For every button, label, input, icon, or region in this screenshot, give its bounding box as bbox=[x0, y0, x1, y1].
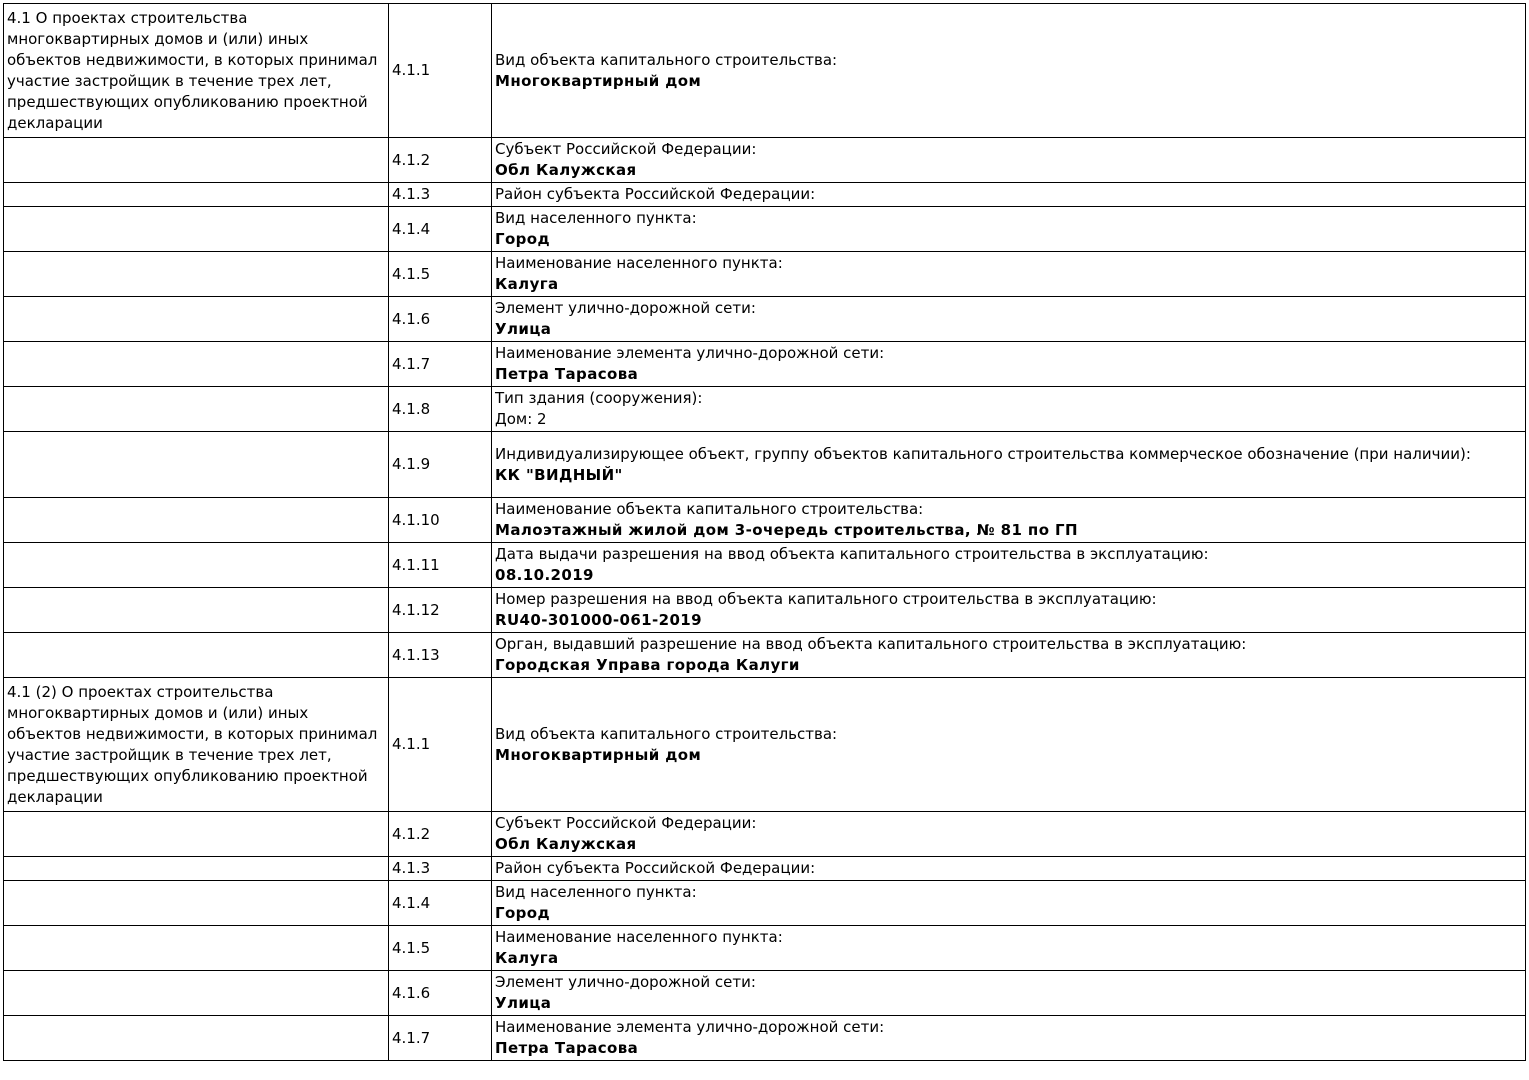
table-row bbox=[4, 297, 1526, 342]
row-number: 4.1.13 bbox=[389, 633, 492, 678]
field-cell bbox=[492, 342, 1526, 387]
row-number: 4.1.6 bbox=[389, 297, 492, 342]
field-cell bbox=[492, 543, 1526, 588]
field-value: Калуга bbox=[495, 275, 559, 293]
row-number: 4.1.5 bbox=[389, 926, 492, 971]
field-value: Дом: 2 bbox=[495, 410, 547, 428]
empty-left-cell bbox=[4, 1016, 389, 1061]
table-row bbox=[4, 812, 1526, 857]
table-row bbox=[4, 588, 1526, 633]
field-cell bbox=[492, 138, 1526, 183]
empty-left-cell bbox=[4, 971, 389, 1016]
declaration-table-body bbox=[4, 4, 1526, 1061]
empty-left-cell bbox=[4, 252, 389, 297]
field-value: Город bbox=[495, 230, 551, 248]
table-row bbox=[4, 432, 1526, 498]
empty-left-cell bbox=[4, 588, 389, 633]
empty-left-cell bbox=[4, 881, 389, 926]
field-label: Район субъекта Российской Федерации: bbox=[495, 185, 816, 203]
field-value: Многоквартирный дом bbox=[495, 71, 702, 90]
field-label: Субъект Российской Федерации: bbox=[495, 814, 757, 832]
row-number: 4.1.5 bbox=[389, 252, 492, 297]
empty-left-cell bbox=[4, 633, 389, 678]
empty-left-cell bbox=[4, 857, 389, 881]
field-label: Район субъекта Российской Федерации: bbox=[495, 859, 816, 877]
field-cell bbox=[492, 971, 1526, 1016]
field-label: Вид объекта капитального строительства: bbox=[495, 50, 838, 69]
field-value: Петра Тарасова bbox=[495, 365, 639, 383]
field-value: Обл Калужская bbox=[495, 161, 637, 179]
row-number: 4.1.6 bbox=[389, 971, 492, 1016]
row-number: 4.1.4 bbox=[389, 881, 492, 926]
field-cell bbox=[492, 297, 1526, 342]
table-row bbox=[4, 543, 1526, 588]
field-cell bbox=[492, 432, 1526, 498]
field-cell bbox=[492, 588, 1526, 633]
field-label: Вид населенного пункта: bbox=[495, 883, 697, 901]
row-number: 4.1.7 bbox=[389, 342, 492, 387]
table-row bbox=[4, 207, 1526, 252]
field-label: Вид объекта капитального строительства: bbox=[495, 724, 838, 743]
table-row bbox=[4, 857, 1526, 881]
field-label: Наименование элемента улично-дорожной сети: bbox=[495, 344, 885, 362]
table-row bbox=[4, 138, 1526, 183]
empty-left-cell bbox=[4, 183, 389, 207]
row-number: 4.1.2 bbox=[389, 812, 492, 857]
table-row bbox=[4, 498, 1526, 543]
declaration-table bbox=[3, 3, 1526, 1061]
section-description: 4.1 (2) О проектах строительства многоквартирных домов и (или) иных объектов недвижимости, в которых принимал участие застройщик в течение трех лет, предшествующих опубликованию проектной декларации bbox=[7, 682, 378, 806]
field-label: Элемент улично-дорожной сети: bbox=[495, 973, 756, 991]
table-row bbox=[4, 4, 1526, 138]
field-cell bbox=[492, 678, 1526, 812]
empty-left-cell bbox=[4, 297, 389, 342]
table-row bbox=[4, 1016, 1526, 1061]
field-cell bbox=[492, 207, 1526, 252]
empty-left-cell bbox=[4, 926, 389, 971]
field-value: 08.10.2019 bbox=[495, 566, 594, 584]
field-label: Элемент улично-дорожной сети: bbox=[495, 299, 756, 317]
field-cell bbox=[492, 498, 1526, 543]
table-row bbox=[4, 252, 1526, 297]
field-cell bbox=[492, 857, 1526, 881]
row-number: 4.1.2 bbox=[389, 138, 492, 183]
field-value: Петра Тарасова bbox=[495, 1039, 639, 1057]
field-cell bbox=[492, 183, 1526, 207]
row-number: 4.1.1 bbox=[389, 678, 492, 812]
field-value: Малоэтажный жилой дом 3-очередь строительства, № 81 по ГП bbox=[495, 521, 1078, 539]
row-number: 4.1.8 bbox=[389, 387, 492, 432]
table-row bbox=[4, 342, 1526, 387]
section-description-cell bbox=[4, 4, 389, 138]
field-label: Индивидуализирующее объект, группу объектов капитального строительства коммерческое обозначение (при наличии): bbox=[495, 444, 1471, 463]
table-row bbox=[4, 678, 1526, 812]
field-cell bbox=[492, 4, 1526, 138]
field-value: Город bbox=[495, 904, 551, 922]
document-page bbox=[3, 3, 1526, 1061]
empty-left-cell bbox=[4, 387, 389, 432]
field-cell bbox=[492, 252, 1526, 297]
field-label: Наименование элемента улично-дорожной сети: bbox=[495, 1018, 885, 1036]
section-description-cell bbox=[4, 678, 389, 812]
table-row bbox=[4, 387, 1526, 432]
empty-left-cell bbox=[4, 207, 389, 252]
field-value: Улица bbox=[495, 320, 552, 338]
field-label: Орган, выдавший разрешение на ввод объекта капитального строительства в эксплуатацию: bbox=[495, 635, 1247, 653]
row-number: 4.1.1 bbox=[389, 4, 492, 138]
field-value: Улица bbox=[495, 994, 552, 1012]
field-label: Номер разрешения на ввод объекта капитального строительства в эксплуатацию: bbox=[495, 590, 1157, 608]
field-cell bbox=[492, 881, 1526, 926]
empty-left-cell bbox=[4, 342, 389, 387]
section-description: 4.1 О проектах строительства многоквартирных домов и (или) иных объектов недвижимости, в которых принимал участие застройщик в течение трех лет, предшествующих опубликованию проектной декларации bbox=[7, 8, 378, 132]
empty-left-cell bbox=[4, 138, 389, 183]
row-number: 4.1.10 bbox=[389, 498, 492, 543]
field-cell bbox=[492, 387, 1526, 432]
empty-left-cell bbox=[4, 543, 389, 588]
field-value: Городская Управа города Калуги bbox=[495, 656, 800, 674]
empty-left-cell bbox=[4, 498, 389, 543]
field-label: Наименование населенного пункта: bbox=[495, 254, 783, 272]
field-cell bbox=[492, 926, 1526, 971]
row-number: 4.1.11 bbox=[389, 543, 492, 588]
field-cell bbox=[492, 812, 1526, 857]
table-row bbox=[4, 926, 1526, 971]
empty-left-cell bbox=[4, 432, 389, 498]
field-value: Обл Калужская bbox=[495, 835, 637, 853]
table-row bbox=[4, 633, 1526, 678]
field-value: КК "ВИДНЫЙ" bbox=[495, 465, 623, 484]
field-label: Наименование населенного пункта: bbox=[495, 928, 783, 946]
field-value: RU40-301000-061-2019 bbox=[495, 611, 702, 629]
row-number: 4.1.12 bbox=[389, 588, 492, 633]
field-label: Вид населенного пункта: bbox=[495, 209, 697, 227]
row-number: 4.1.3 bbox=[389, 857, 492, 881]
field-cell bbox=[492, 1016, 1526, 1061]
row-number: 4.1.9 bbox=[389, 432, 492, 498]
empty-left-cell bbox=[4, 812, 389, 857]
field-value: Многоквартирный дом bbox=[495, 745, 702, 764]
field-label: Тип здания (сооружения): bbox=[495, 389, 703, 407]
field-label: Субъект Российской Федерации: bbox=[495, 140, 757, 158]
field-label: Наименование объекта капитального строительства: bbox=[495, 500, 924, 518]
row-number: 4.1.3 bbox=[389, 183, 492, 207]
field-cell bbox=[492, 633, 1526, 678]
field-value: Калуга bbox=[495, 949, 559, 967]
table-row bbox=[4, 971, 1526, 1016]
table-row bbox=[4, 881, 1526, 926]
table-row bbox=[4, 183, 1526, 207]
row-number: 4.1.7 bbox=[389, 1016, 492, 1061]
row-number: 4.1.4 bbox=[389, 207, 492, 252]
field-label: Дата выдачи разрешения на ввод объекта капитального строительства в эксплуатацию: bbox=[495, 545, 1209, 563]
